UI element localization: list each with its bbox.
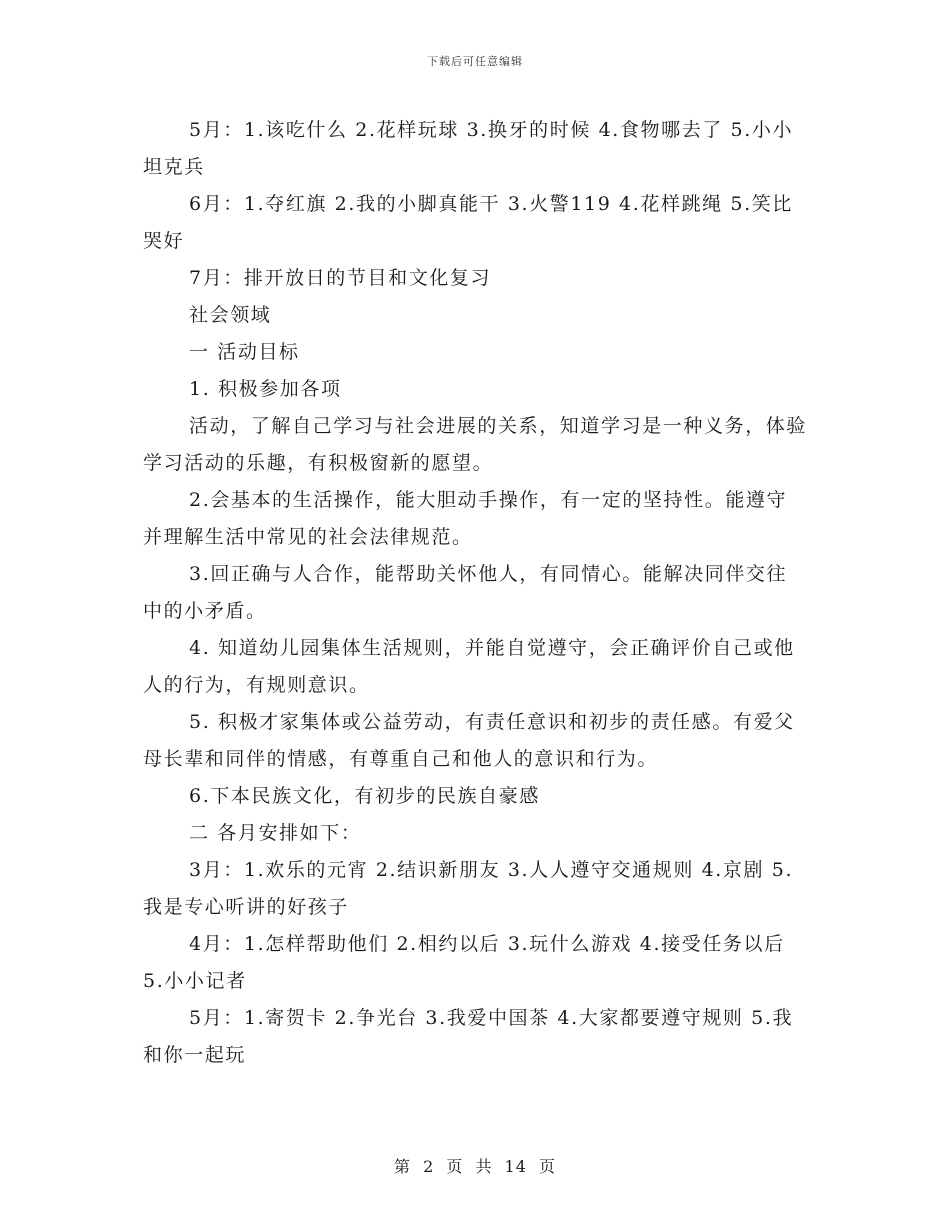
document-body [143, 112, 807, 1074]
paragraph: 7月：排开放日的节目和文化复习 [189, 267, 492, 289]
subsection-heading: 二 各月安排如下： [189, 822, 362, 844]
paragraph: 4月：1.怎样帮助他们 2.相约以后 3.玩什么游戏 4.接受任务以后 5.小小记者 [143, 933, 785, 992]
page-header: 下载后可任意编辑 [427, 55, 523, 68]
page-footer: 第 2 页 共 14 页 [394, 1157, 556, 1176]
paragraph: 活动，了解自己学习与社会进展的关系，知道学习是一种义务，体验学习活动的乐趣，有积极窗新的愿望。 [143, 415, 808, 474]
paragraph: 5月：1.寄贺卡 2.争光台 3.我爱中国茶 4.大家都要遵守规则 5.我和你一起玩 [143, 1007, 794, 1066]
paragraph: 3.回正确与人合作，能帮助关怀他人，有同情心。能解决同伴交往中的小矛盾。 [143, 563, 788, 622]
paragraph: 4. 知道幼儿园集体生活规则，并能自觉遵守，会正确评价自己或他人的行为，有规则意识。 [143, 637, 795, 696]
paragraph: 1. 积极参加各项 [189, 378, 342, 400]
subsection-heading: 一 活动目标 [189, 341, 300, 363]
section-heading: 社会领域 [189, 304, 272, 326]
paragraph: 5. 积极才家集体或公益劳动，有责任意识和初步的责任感。有爱父母长辈和同伴的情感，有尊重自己和他人的意识和行为。 [143, 711, 795, 770]
paragraph: 6.下本民族文化，有初步的民族自豪感 [189, 785, 540, 807]
paragraph: 6月：1.夺红旗 2.我的小脚真能干 3.火警119 4.花样跳绳 5.笑比哭好 [143, 193, 793, 252]
paragraph: 3月：1.欢乐的元宵 2.结识新朋友 3.人人遵守交通规则 4.京剧 5.我是专心听讲的好孩子 [143, 859, 794, 918]
paragraph: 5月：1.该吃什么 2.花样玩球 3.换牙的时候 4.食物哪去了 5.小小坦克兵 [143, 119, 794, 178]
paragraph: 2.会基本的生活操作，能大胆动手操作，有一定的坚持性。能遵守并理解生活中常见的社会法律规范。 [143, 489, 788, 548]
